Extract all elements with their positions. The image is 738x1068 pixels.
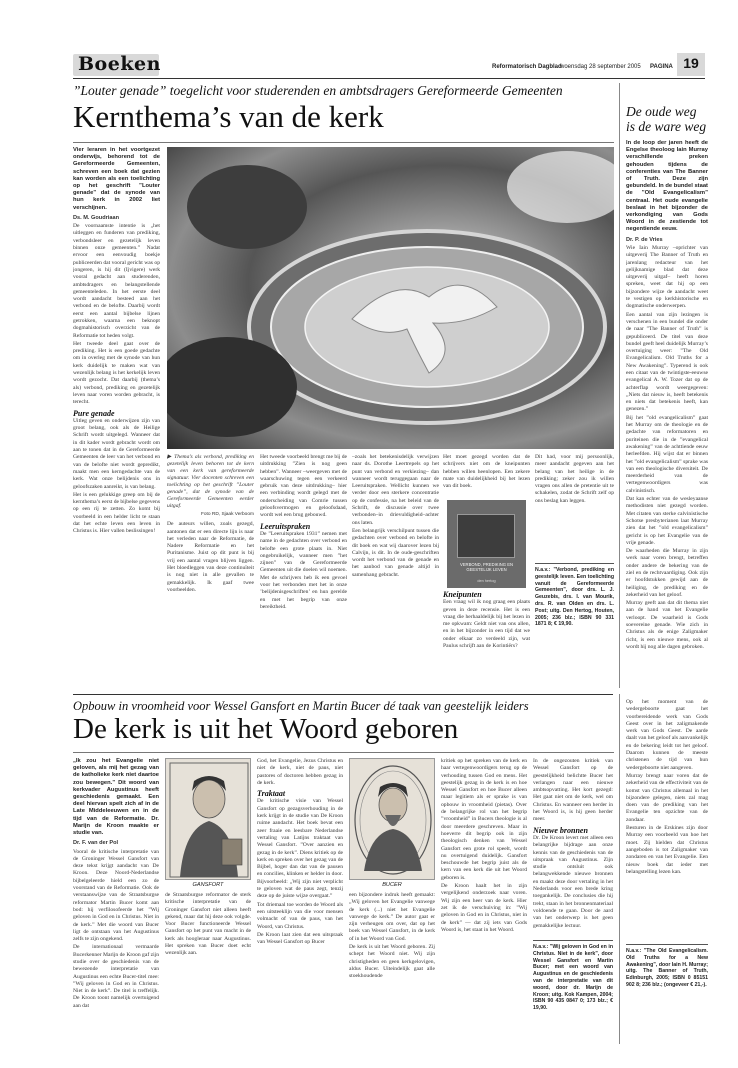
- sidebar-column-2: [626, 699, 708, 1043]
- portrait-gansfort: [165, 758, 251, 880]
- sidebar-column-1: [626, 140, 708, 692]
- bucer-engraving: [350, 759, 435, 880]
- article1-byline: Ds. M. Goudriaan: [73, 214, 119, 221]
- article2-subheading: Nieuwe bronnen: [533, 825, 588, 835]
- article2-headline: De kerk is uit het Woord geboren: [73, 713, 459, 745]
- article1-headline: Kernthema’s van de kerk: [73, 99, 384, 134]
- sidebar-byline: Dr. P. de Vries: [626, 236, 663, 243]
- book-cover: [447, 500, 526, 588]
- article1-column-3: [260, 454, 347, 692]
- article1-paragraph: Het tweede deel gaat over de prediking. Het is een goede gedachte om in overleg met de synode van hun kerk duidelijk te maken wat van wezenlijk belang is het kerkelijk leven wordt gezocht. Dat daarbij (thema’s als) verbond, prediking en gezetelijk leven naar voren worden gebracht, is terecht.: [73, 340, 160, 406]
- article1-paragraph: Een belangrijk verschilpunt tussen die gedachten over verbond en belofte in dit boek en wat wij daarover lezen bij Calvijn, is dit. In de oude-geschriften wordt het verbond van de genade en het aanbod van genade altijd in samenhang gebracht.: [352, 527, 439, 578]
- article1-paragraph: Dit had, voor mij persoonlijk, meer aandacht gegeven aan het belang van het heilige in de prediking; zeker zou ik willen vragen ons allen de pretentie uit te schakelen, zodat de Schrift zelf op ons beslag kan leggen.: [535, 454, 614, 504]
- article1-paragraph: –zoals het betekenisdelijk verwijzen naar ds. Dorothe Leertrepels op het punt van verbond en verkiezing– dan wanneer wordt teruggegaan naar de Leeruitspraken. Wellicht kunnen we verder door een sterkere concentratie op de confessie, na het beleid van de Schrift, de discussie over twee verbonden–in drievuldigheid–achter ons laten.: [352, 454, 439, 526]
- article1-lead: Vier leraren in het voortgezet onderwijs, behorend tot de Gereformeerde Gemeenten, schreven een boek dat gezien kan worden als een toelichting op het geschrift ”Louter genade” dat de synode van hun kerk in 2002 liet verschijnen.: [73, 147, 160, 211]
- article2-paragraph: De kritische visie van Wessel Gansfort op gezagsverhouding in de kerk krijgt in de studie van De Kroon ruime aandacht. Het boek bevat een zeer fraaie en leesbare Nederlandse vertaling van Latijns traktaat van Wessel Gansfort. ”Over aanzien en gezag in de kerk”. Diens kritiek op de kerk en spreken over het gezag van de Bijbel, hoger dan dat van de pausen en concilies, klinken er helder in door. Bijvoorbeeld: „Wij zijn niet verplicht te geloven wat de paus zegt, tenzij deze op de juiste wijze overgaat.”: [257, 798, 343, 900]
- article2-paragraph: De Kroon laat zien dat een uitspraak van Wessel Gansfort op Bucer: [257, 931, 343, 946]
- article1-caption-column: [167, 454, 254, 692]
- article2-subheading: Traktaat: [257, 789, 286, 799]
- article2-paragraph: een bijzondere indruk heeft gemaakt: „Wij geloven het Evangelie vanwege de kerk (...) niet het Evangelie vanwege de kerk.” De autor gaat er zijn verheugen om over, dat op het boek van Wessel Gansfort, in de kerk of in het Woord van God.: [349, 892, 435, 942]
- article2-rule: [73, 752, 614, 753]
- article1-rule: [73, 142, 614, 143]
- article2-column-6: [533, 758, 613, 1043]
- article2-paragraph: De Kroon haalt het in zijn vergelijkend onderzoek naar voren. Wij zijn een heer van de kerk. Hier zet ik de verschuiving in: ”Wij geloven in God en in Christus, niet in de kerk” — dat zij iets van Gods Woord is, het staat in het Woord.: [441, 883, 527, 933]
- article2-column-1: [73, 758, 159, 1043]
- article2-lead: „Ik zou het Evangelie niet geloven, als mij het gezag van de katholieke kerk niet daartoe zou bewegen.” Dit woord van kerkvader Augustinus heeft geschiedenis gemaakt. Een deel hiervan spelt zich af in de Late Middeleeuwen en in de tijd van de Reformatie. Dr. Marijn de Kroon maakte er studie van.: [73, 758, 159, 837]
- article1-photo-credit: Foto RD, Sjaak Verboom: [200, 512, 254, 517]
- silver-plate-illustration: [167, 147, 614, 449]
- sidebar-paragraph: Op het moment van de wedergeboorte gaat het voorbereidende werk van Gods Geest over in het zaligmakende werk van Gods Geest. De aarde daalt van het geloof als aanvankelijk en de bekering leidt tot het geloof. Daarom kunnen de meeste christenen de tijd van hun wedergeboorte niet aangeven.: [626, 699, 708, 771]
- article1-book-info: N.a.v.: ”Verbond, prediking en geestelijk leven. Een toelichting vanuit de Gereformeerde Gemeenten”, door drs. L. J. Geuzebis, drs. I. van Mourik, drs. R. van Olden en drs. L. Post; uitg. Den Hertog, Houten, 2005; 236 blz.; ISBN 90 331 1871 8; € 19,90.: [535, 563, 614, 628]
- article2-column-2: [165, 892, 251, 1043]
- sidebar-lead: In de loop der jaren heeft de Engelse theoloog Iain Murray verschillende preken gehouden tijdens de conferenties van The Banner of Truth. Deze zijn gebundeld. In de bundel staat de ”Old Evangelicalism” centraal. Het oude evangelie beslaat in het bijzonder de verkondiging van Gods Woord in de zestiende tot negentiende eeuw.: [626, 140, 708, 233]
- article2-kicker: Opbouw in vroomheid voor Wessel Gansfort en Martin Bucer dé taak van geestelijk leiders: [73, 699, 529, 713]
- article1-subheading: Pure genade: [73, 408, 115, 418]
- article1-column-4: [352, 454, 439, 692]
- article2-book-info: N.a.v.: ”Wij geloven in God en in Christus. Niet in de kerk”, door Wessel Gansfort en Martin Bucer; met een woord van Augustinus en de geschiedenis van de interpretatie van dit woord, door dr. Marijn de Kroon; uitg. Kok Kampen, 2004; ISBN 90 435 0847 0; 173 blz.; € 19,90.: [533, 940, 613, 1012]
- article2-column-5: [441, 758, 527, 1043]
- article1-paragraph: Het is een gelukkige greep om bij de kernthema’s eerst de bijbelse gegevens op een rij te zetten. Zo komt bij voorbeeld in een helder licht te staan dat het echte leven een leven in Christus is. Hier vallen beslissingen!: [73, 491, 160, 535]
- article1-column-5: [443, 454, 530, 692]
- article2-paragraph: Vooral de kritische interpretatie van de Groninger Wessel Gansfort van deze tekst krijgt aandacht van De Kroon. Deze Noord-Nederlandse bijbelgeleerde hield een zo de voorstand van de Reformatie. Ook de verstaanswijze van de Straatsburgse reformator Martin Bucer komt aan bod: hij verfilosofeerde het ”Wij geloven in God en in Christus. Niet in de kerk.” Met die woord van Bucer ligt de ontstaan van het Augustinus zelfs te zijn ongekend.: [73, 848, 159, 943]
- article1-kicker: ”Louter genade” toegelicht voor studerenden en ambtsdragers Gereformeerde Gemeenten: [73, 83, 563, 98]
- page-number: 19: [683, 55, 699, 71]
- caption-bucer: BUCER: [382, 882, 402, 888]
- newspaper-name: Reformatorisch Dagblad: [492, 64, 562, 70]
- article2-paragraph: kritiek op het spreken van de kerk en haar vertegenwoordigers terug op de verhouding tussen God en mens. Het geestelijk gezag in de kerk is en hoe Wessel Gansfort en hoe Bucer alleen maar legitiem als er sprake is van opbouw in vroomheid (pietas). Over de belangrijke rol van het begrip ”vroomheid” in Bucers theologie is al door meerdere geschreven. Maar in hoeverre dit begrip ook in zijn theologisch denken van Wessel Gansfort een grote rol speelt, wordt nu overtuigend duidelijk. Gansfort beschouwde het begrip juist als de kern van een kerk die uit het Woord geboren is.: [441, 758, 527, 881]
- sidebar-separator: [619, 83, 620, 688]
- sidebar-paragraph: De waarheden die Murray in zijn werk naar voren brengt, betreffen onder andere de bekering van de ziel en de rechtvaardiging. Ook zijn er hoofdstukken gewijd aan de heiliging, de prediking en de zekerheid van het geloof.: [626, 548, 708, 598]
- page-label: PAGINA: [650, 64, 673, 70]
- article2-byline: Dr. F. van der Pol: [73, 840, 119, 847]
- book-cover-publisher: den hertog: [477, 579, 496, 583]
- sidebar-paragraph: Wie Iain Murray –oprichter van uitgeverij The Banner of Truth en jarenlang redacteur van het gelijknamige blad dat deze uitgeverij uitgaf– heeft horen spreken, weet dat hij op een bijzondere wijze de aandacht weet te vestigen op kerkhistorische en dogmatische onderwerpen.: [626, 244, 708, 310]
- article1-paragraph: Een vraag wil ik nog graag een plaats geven in deze recensie. Het is een vraag die herhaaldelijk bij het lezen in me opkwam: Geldt niet van ons allen, en in het bijzonder in een tijd dat we onder elkaar zo verdeeld zijn, wat Paulus schrijft aan de Korintiërs?: [443, 599, 530, 650]
- article1-paragraph: Het tweede voorbeeld brengt me bij de uitdrukking ”Zien is nog geen hebben”. Wanneer –weergeven met de waarschuwing tegen een verkeerd gebruik van deze uitdrukking– hier een verbinding wordt gelegd met de onderscheiding van Comrie tussen geloofsvermogen en geloofsdaad, wordt wel een brug gebouwd.: [260, 454, 347, 519]
- article1-photo-plate: [167, 147, 614, 449]
- caption-gansfort: GANSFORT: [192, 882, 224, 888]
- article1-paragraph: Uitleg geven en onderwijzen zijn van groot belang, ook als de Heilige Schrift wordt uitgelegd. Wanneer dat in dit kader wordt gebracht wordt om aan te tonen dat in de Gereformeerde Gemeenten de leer van het verbond en van de belofte niet wordt gepredikt, maakt men een kerngedachte van de kerk. Wat onze belijdenis ons in geloofszaken aanreikt, is van belang.: [73, 417, 160, 490]
- article2-paragraph: Dr. De Kroon levert met alleen een belangrijke bijdrage aan onze kennis van de geschiedenis van de uitspraak van Augustinus. Zijn studie ontsluit ook belangwekkende nieuwe bronnen en maakt deze door vertaling in het Nederlands voor een brede kring toegankelijk. De conclusies die hij trekt, staan in het bronnenmateriaal voldoende te gaan. Door de aard van het onderwerp is het geen gemakkelijke lectuur.: [533, 834, 613, 929]
- issue-date: woensdag 28 september 2005: [560, 64, 641, 70]
- article1-paragraph: Het moet gezegd worden dat de schrijvers niet om de kneipunten hebben willen heenlopen. Een zekere mate van duidelijkheid bij het lezen van dit boek.: [443, 454, 530, 490]
- article2-paragraph: de Straatsburgse reformator de sterk kritische interpretatie van de Groninger Gansfort niet alleen heeft gekend, maar dat hij deze ook volgde. Voor Bucer functioneerde Wessel Gansfort op het punt van macht in de kerk als hoogleraar naar Augustinus. Het spreken van Bucer doet echt wezenlijk aan.: [165, 892, 251, 957]
- article2-column-4: [349, 892, 435, 1043]
- section-title: Boeken: [78, 53, 161, 75]
- article2-paragraph: Tot driemaal toe worden de Woord als een uitsteeklijn van die voor mensen volmacht of van de paus, van het Woord, van Christus.: [257, 901, 343, 930]
- book-cover-frame: [457, 514, 515, 558]
- sidebar-book-info: N.a.v.: ”The Old Evangelicalism. Old Truths for a New Awakening”, door Iain H. Murray; uitg. The Banner of Truth, Edinburgh, 2005; ISBN 0 85151 902 8; 236 blz.; (ongeveer € 21,-).: [626, 944, 708, 989]
- sidebar-paragraph: Murray brengt naar voren dat de zekerheid van de effectiviteit van de komst van Christus allemaal in het bijzondere gelegen, niets zal mag doen van de prediking van het Evangelie ten opzichte van de zondaar.: [626, 772, 708, 823]
- article1-paragraph: De ”Leeruitspraken 1931” nemen met name in de gedachten over verbond en belofte een grote plaats in. Niet ongebruikelijk, wanneer men ”het zijnen” van de Gereformeerde Gemeenten uit die doelen wil noemen. Met de schrijvers heb ik een gevoel voor het verbonden met het in onze ’belijdenisgeschriften’ en hun gerelde en met het begrip van onze bereiktheid.: [260, 530, 347, 610]
- sidebar-paragraph: Bij het ”old evangelicalism” gaat het Murray om de theologie en de gedachte van reformatoren en puriteinen die in de ”evangelical awakening” van de achttiende eeuw herleefden. Hij wijst dat er binnen het ”old evangelicalism” sprake was van een theologische diversiteit. De meerderheid van de vertegenwoordigers was calvinistisch.: [626, 414, 708, 494]
- article2-top-rule: [73, 694, 613, 695]
- article1-column-1: [73, 147, 160, 692]
- article1-photo-caption: ▶ Thema’s als verbond, prediking en gezetelijk leven behoren tot de kern van een kerk van gereformeerde signatuur. Vier docenten schreven een toelichting op het geschrift ”Louter genade”, dat de synode van de Gereformeerde Gemeenten eerder uitgaf.: [167, 454, 254, 509]
- book-cover-title: VERBOND, PREDIKING EN GEESTELIJK LEVEN: [459, 562, 514, 572]
- article2-paragraph: De kerk is uit het Woord geboren. Zij schept het Woord niet. Wij zijn christigheden en geen kerkgelovigen, aldus Bucer. Uiteindelijk gaat alle stoekhoudende: [349, 944, 435, 980]
- sidebar-separator-lower: [619, 694, 620, 1044]
- portrait-bucer: [349, 758, 435, 880]
- gansfort-engraving: [166, 759, 251, 880]
- header-rule: [73, 78, 705, 79]
- sidebar-paragraph: Besturen in de Erskines zijn door Murray een voorbeeld van hoe het moet. Zij hielden dat Christus aangeboden is tot Zaligmaker van zondaren en van het Evangelie. Een nieuw boek dat ieder met belangstelling lezen kan.: [626, 825, 708, 875]
- article2-paragraph: In de ongezouten kritiek van Wessel Gansfort op de geestelijkheid belichtte Bucer het verlangen naar een nieuwe ambtsopvatting. Het kort gezegd: Het gaat niet om de kerk, wel om Christus. En wanneer een herder in het Woord is, is hij geen herder meer.: [533, 758, 613, 823]
- article2-column-3: [257, 758, 343, 1043]
- article1-column-6: [535, 454, 614, 692]
- article2-paragraph: God, het Evangelie, Jezus Christus en niet de kerk, niet de paus, niet pastores of doctoren hebben gezag in de kerk.: [257, 758, 343, 786]
- article1-subheading: Kneipunten: [443, 590, 482, 599]
- article1-paragraph: De auteurs willen, zoals gezegd, aantonen dat er een directe lijn is naar het verleden naar de Reformatie, de Nadere Reformatie en het Puritanisme. Juist op dit punt is bij vrij een aantal vragen blijven liggen. Het bloedleggen van deze continuïteit is nog niet in alle gevallen te gemakkelijk. Ik gaaf twee voorbeelden.: [167, 521, 254, 593]
- sidebar-title: De oude weg is de ware weg: [626, 104, 707, 134]
- sidebar-paragraph: Dat kan echter van de wesleyaanse methodisten niet gezegd worden. Met citaten van sterke calvinistische Schotse presbyterianen laat Murray zien dat het ”old evangelicalism” gericht is op het Evangelie van de vrije genade.: [626, 496, 708, 546]
- article1-subheading: Leeruitspraken: [260, 521, 311, 531]
- sidebar-paragraph: Een aantal van zijn lezingen is verschenen in een bundel die onder de naar ”The Banner of Truth” is gepubliceerd. De titel van deze bundel geeft heel duidelijk Murray’s overtuiging weer: ”The Old Evangelicalism. Old Truths for a New Awakening”. Typerend is ook een citaat van de twintigste-eeuwse evangelical A. W. Tozer dat op de achterflap wordt weergegeven: „Niets dat nieuw is, heeft betekenis en niets dat betekenis heeft, kan genezen.”: [626, 311, 708, 413]
- article1-paragraph: De voornaamste intentie is „het uitleggen en funderen van prediking, verbondsleer en gezetelijk leven binnen onze gemeenten.” Nadat ervoor een eenvoudig boekje publiceerden dat vooral gericht was op jongeren, is hij dit (Ijvigere) werk vooral gedacht aan studerenden, ambtsdragers en belangstellende gemeenteleden. In het eerste deel wordt aandacht besteed aan het verbond en de belofte. Daarbij wordt eerst een aantal bijbelse lijnen getrokken, waarna een beknopt dogmahistorisch overzicht van de Reformatie tot heden volgt.: [73, 223, 160, 339]
- article2-paragraph: De internationaal vermaarde Bucerkenner Marijn de Kroon gaf zijn studie over de geschiedenis van de bewezende interpretatie van Augustinus een echte Bucer-titel mee: ”Wij geloven in God en in Christus. Niet in de kerk”. De titel is treffelijk. De Kroon toont namelijk overtuigend aan dat: [73, 944, 159, 1009]
- sidebar-paragraph: Murray geeft aan dat dit thema niet aan de hand van het Evangelie verloopt. De waarheid is Gods soevereine genade. Wie zich in Christus als de enige Zaligmaker richt, is een nieuwe mens, ook al wordt hij nog alle dagen gebroken.: [626, 600, 708, 650]
